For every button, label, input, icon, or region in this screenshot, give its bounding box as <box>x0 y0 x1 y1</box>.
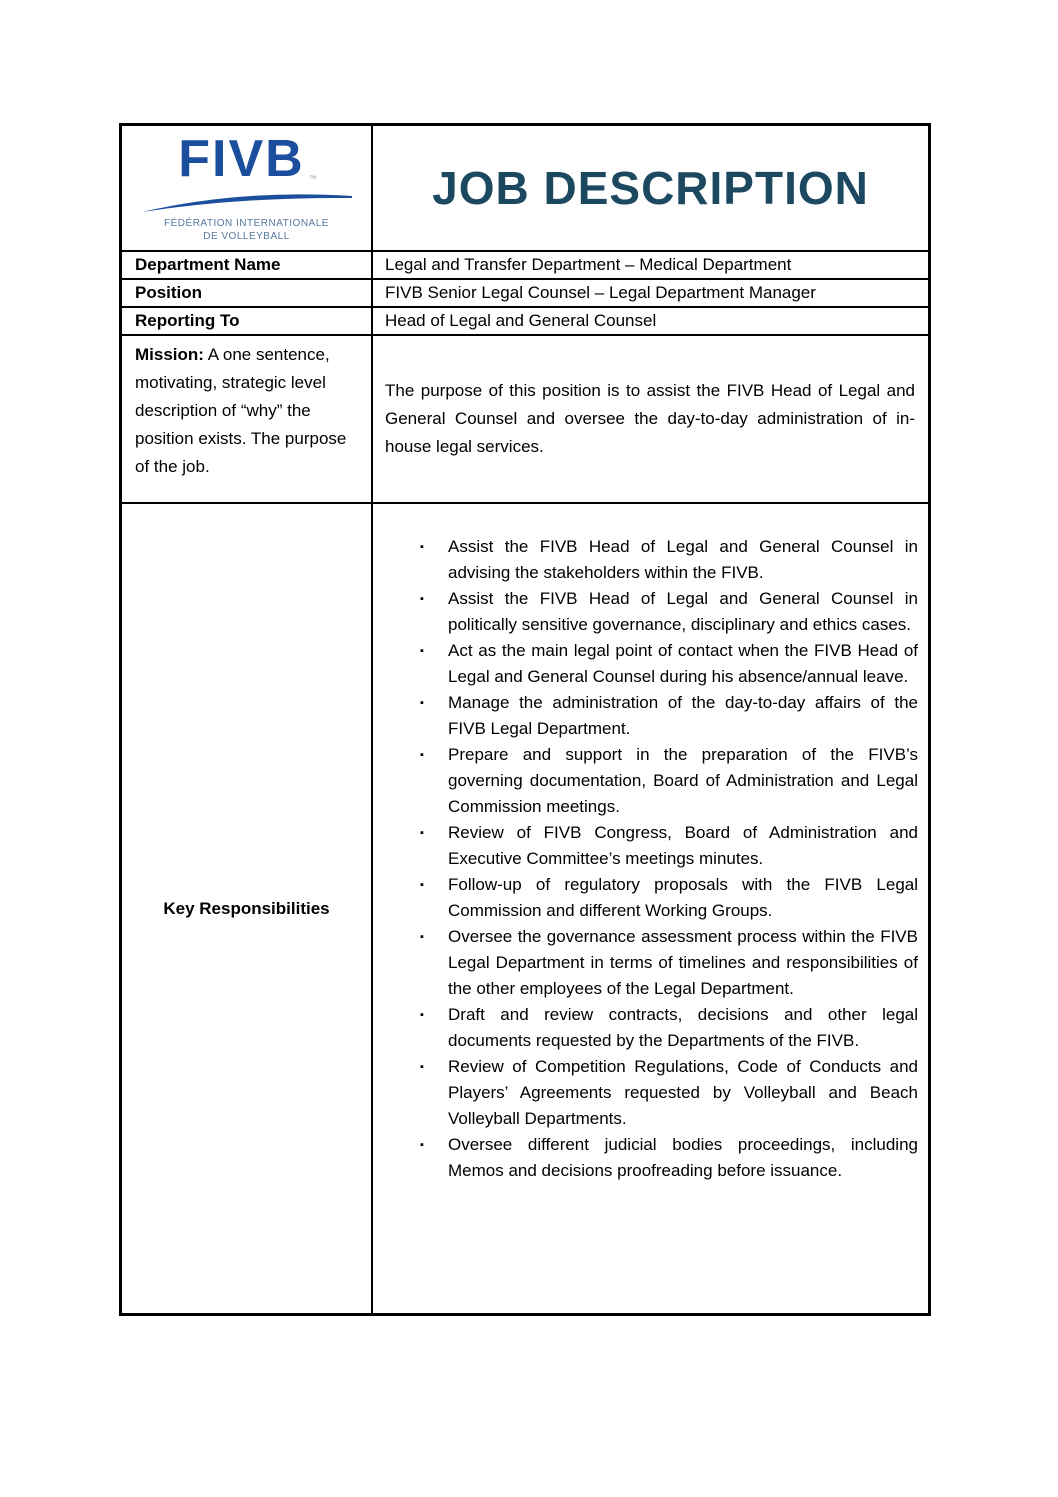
list-item: ▪ Assist the FIVB Head of Legal and General Counsel in advising the stakeholders within the FIVB. <box>418 534 918 586</box>
list-item: ▪ Follow-up of regulatory proposals with the FIVB Legal Commission and different Working Groups. <box>418 872 918 924</box>
mission-statement: The purpose of this position is to assist the FIVB Head of Legal and General Counsel and oversee the day-to-day administration of in-house legal services. <box>385 381 915 456</box>
page-title: JOB DESCRIPTION <box>432 162 869 214</box>
list-item: ▪ Review of FIVB Congress, Board of Administration and Executive Committee’s meetings minutes. <box>418 820 918 872</box>
logo-cell <box>122 126 373 250</box>
job-description-table <box>119 123 931 1316</box>
fivb-logo <box>140 129 354 244</box>
table-row-position <box>122 280 928 308</box>
department-name-label: Department Name <box>122 252 373 278</box>
responsibilities-list <box>373 534 920 1184</box>
trademark-symbol: ™ <box>308 173 317 183</box>
position-label: Position <box>122 280 373 306</box>
list-item: ▪ Prepare and support in the preparation of the FIVB’s governing documentation, Board of Administration and Legal Commission meetings. <box>418 742 918 820</box>
list-item: ▪ Oversee different judicial bodies proceedings, including Memos and decisions proofreading before issuance. <box>418 1132 918 1184</box>
table-row-department <box>122 252 928 280</box>
position-value: FIVB Senior Legal Counsel – Legal Department Manager <box>385 283 816 302</box>
mission-label-bold: Mission: <box>135 345 204 364</box>
list-item: ▪ Act as the main legal point of contact when the FIVB Head of Legal and General Counsel during his absence/annual leave. <box>418 638 918 690</box>
mission-value-cell <box>373 336 928 502</box>
list-item: ▪ Assist the FIVB Head of Legal and General Counsel in politically sensitive governance, disciplinary and ethics cases. <box>418 586 918 638</box>
fivb-wordmark <box>178 129 317 188</box>
reporting-to-value: Head of Legal and General Counsel <box>385 311 657 330</box>
reporting-to-label: Reporting To <box>122 308 373 334</box>
key-responsibilities-cell <box>373 504 928 1313</box>
key-responsibilities-label: Key Responsibilities <box>122 504 373 1313</box>
header-row <box>122 126 928 252</box>
logo-subtitle-line1: FÉDÉRATION INTERNATIONALE <box>164 217 329 229</box>
title-cell <box>373 126 928 250</box>
mission-label-rest: A one sentence, motivating, strategic level description of “why” the position exists. The purpose of the job. <box>135 345 347 476</box>
swoosh-icon <box>140 188 354 214</box>
mission-label <box>122 336 373 502</box>
list-item: ▪ Draft and review contracts, decisions and other legal documents requested by the Departments of the FIVB. <box>418 1002 918 1054</box>
logo-subtitle <box>164 217 329 244</box>
logo-subtitle-line2: DE VOLLEYBALL <box>203 231 290 242</box>
table-row-mission <box>122 336 928 504</box>
department-name-value: Legal and Transfer Department – Medical Department <box>385 255 792 274</box>
list-item: ▪ Review of Competition Regulations, Code of Conducts and Players’ Agreements requested by Volleyball and Beach Volleyball Departments. <box>418 1054 918 1132</box>
table-row-reporting-to <box>122 308 928 336</box>
table-row-key-responsibilities <box>122 504 928 1313</box>
list-item: ▪ Manage the administration of the day-to-day affairs of the FIVB Legal Department. <box>418 690 918 742</box>
list-item: ▪ Oversee the governance assessment process within the FIVB Legal Department in terms of timelines and responsibilities of the other employees of the Legal Department. <box>418 924 918 1002</box>
fivb-brand-text: FIVB <box>178 129 305 188</box>
